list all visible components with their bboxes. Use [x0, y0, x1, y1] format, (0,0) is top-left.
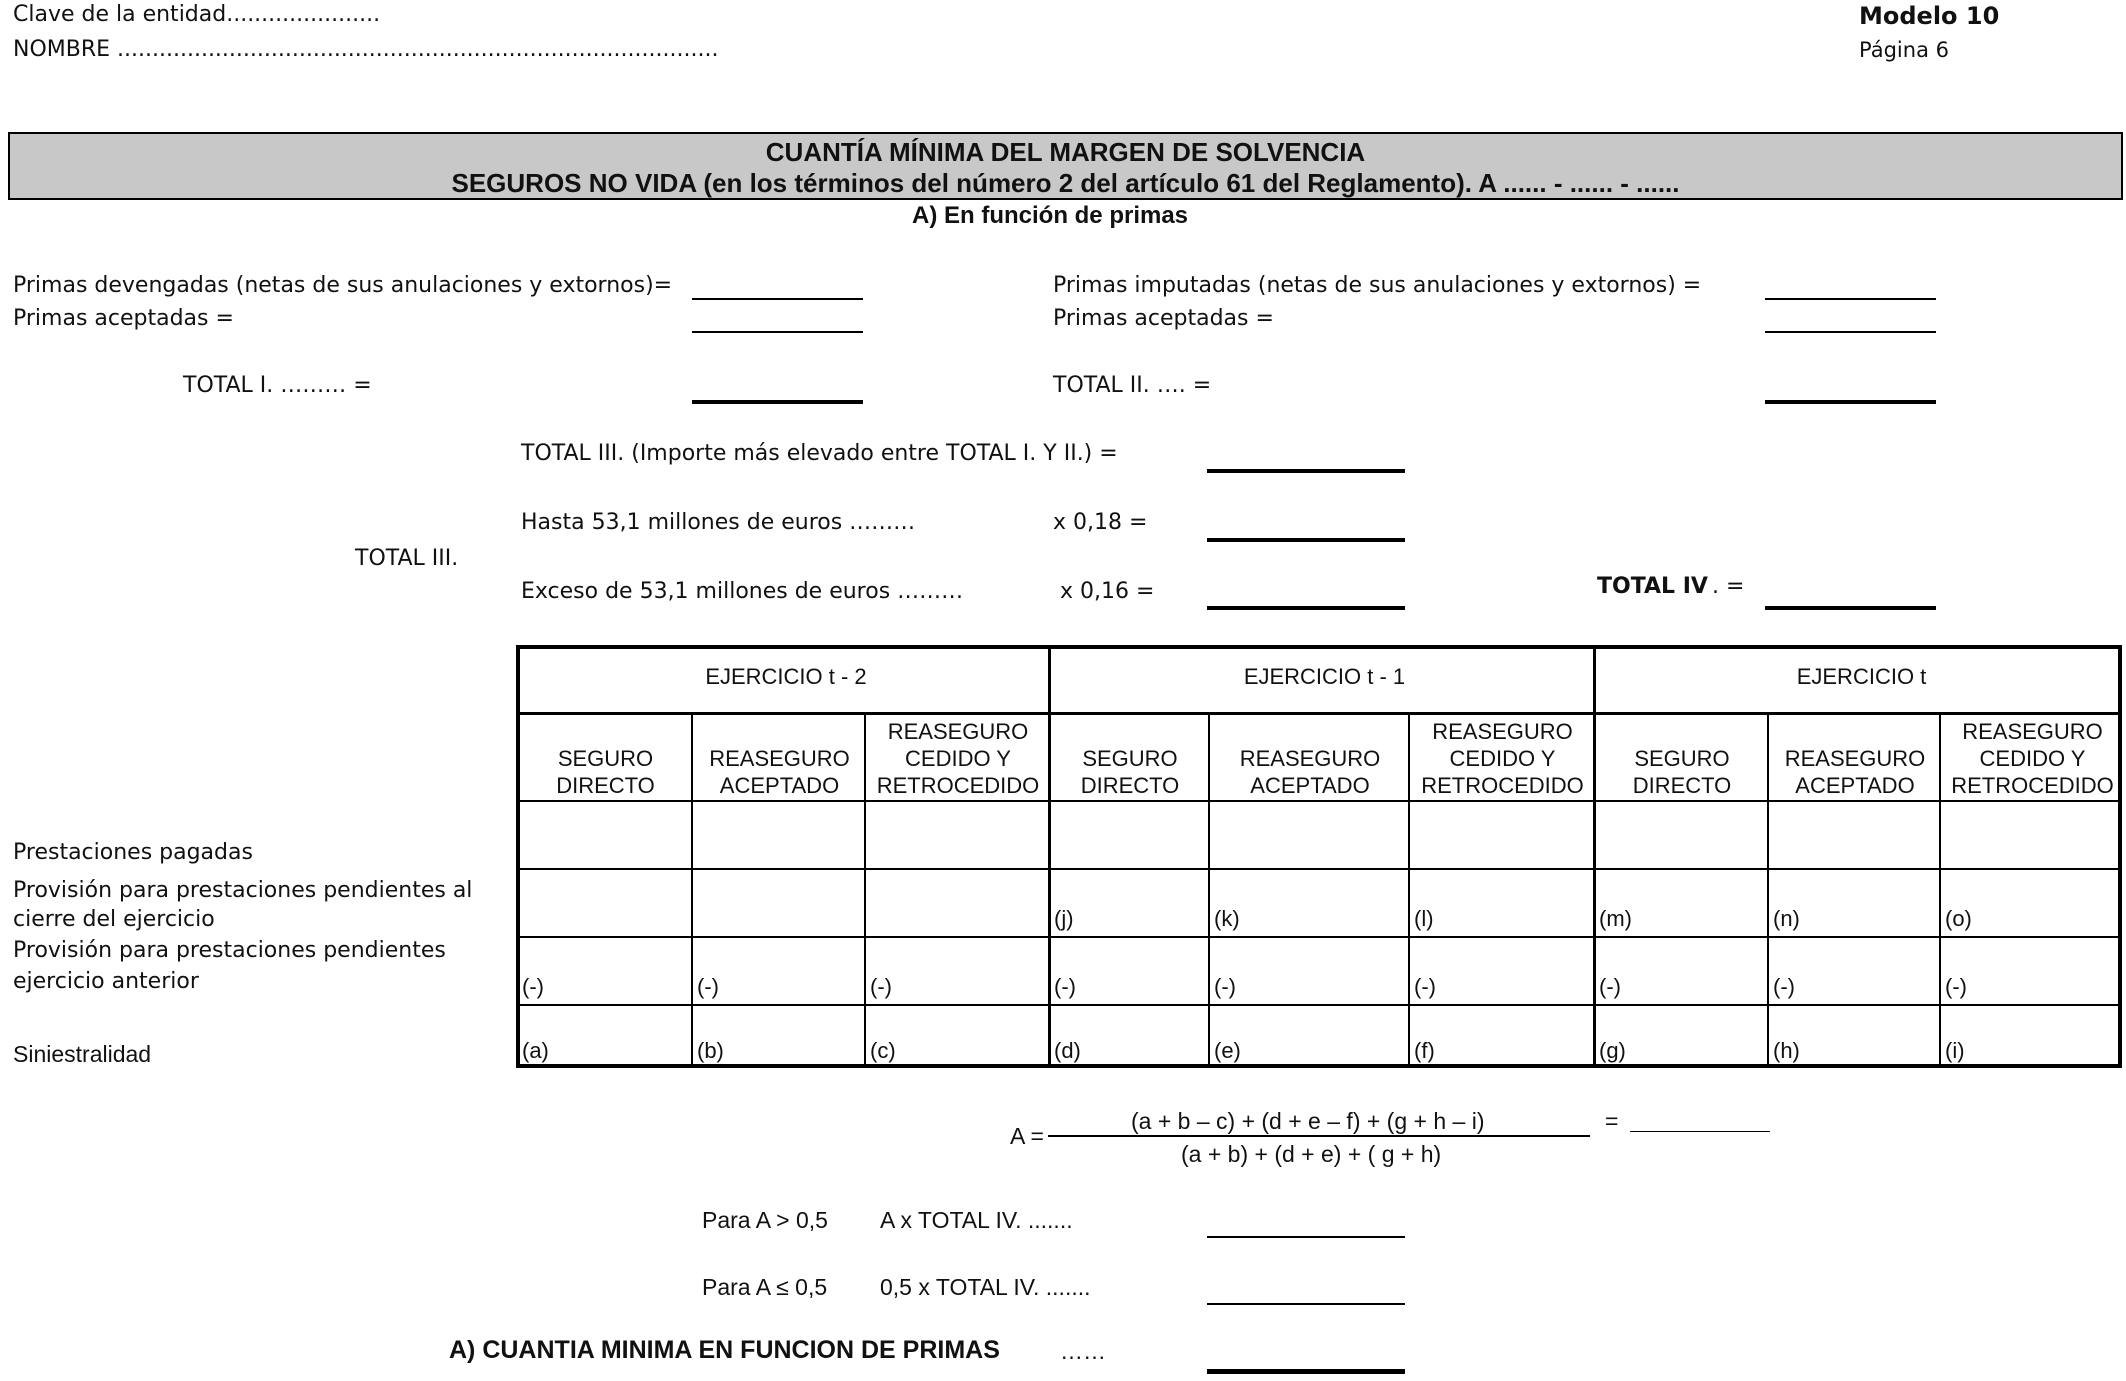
table-cell[interactable] — [1052, 804, 1206, 866]
table-cell[interactable] — [1412, 872, 1591, 934]
col-header: REASEGURO CEDIDO Y RETROCEDIDO — [876, 719, 1040, 798]
cell-mark: (i) — [1945, 1038, 1965, 1063]
table-cell[interactable] — [1943, 940, 2120, 1002]
case-le-field[interactable] — [1207, 1303, 1405, 1305]
col-header: REASEGURO ACEPTADO — [1239, 746, 1381, 798]
cell-mark: (-) — [1214, 974, 1236, 999]
col-header: SEGURO DIRECTO — [556, 746, 655, 798]
primas-imputadas-label: Primas imputadas (netas de sus anulaciones y extornos) = — [1053, 273, 1702, 298]
total-i-label: TOTAL I. ……… = — [183, 373, 372, 398]
total-ii-label: TOTAL II. …. = — [1053, 373, 1212, 398]
table-cell[interactable] — [520, 804, 689, 866]
primas-aceptadas-right-field[interactable] — [1765, 331, 1936, 333]
grid-hline — [520, 936, 2118, 938]
table-cell[interactable] — [868, 940, 1046, 1002]
banner-title: CUANTÍA MÍNIMA DEL MARGEN DE SOLVENCIA — [765, 137, 1366, 167]
final-field[interactable] — [1207, 1369, 1405, 1374]
table-cell[interactable] — [868, 804, 1046, 866]
case-le-calc: 0,5 x TOTAL IV. ....... — [880, 1274, 1091, 1300]
col-header: REASEGURO ACEPTADO — [1784, 746, 1926, 798]
fraction-bar — [1048, 1135, 1590, 1137]
primas-devengadas-field[interactable] — [692, 298, 863, 300]
cell-mark: (k) — [1214, 906, 1240, 931]
cell-mark: (-) — [1599, 974, 1621, 999]
cell-mark: (j) — [1054, 906, 1074, 931]
cell-mark: (-) — [1945, 974, 1967, 999]
cell-mark: (-) — [1773, 974, 1795, 999]
x016-label: x 0,16 = — [1060, 579, 1155, 604]
row-label-prov-cierre-1: Provisión para prestaciones pendientes al — [13, 878, 473, 903]
total-iii-line-label: TOTAL III. (Importe más elevado entre TOTAL I. Y II.) = — [521, 441, 1118, 466]
row-label-prov-ant-1: Provisión para prestaciones pendientes — [13, 938, 446, 963]
table-cell[interactable] — [520, 940, 689, 1002]
table-cell[interactable] — [1771, 804, 1937, 866]
cell-mark: (o) — [1945, 906, 1972, 931]
case-gt-condition: Para A > 0,5 — [702, 1207, 828, 1233]
cell-mark: (c) — [870, 1038, 896, 1063]
cell-mark: (-) — [697, 974, 719, 999]
table-cell[interactable] — [1212, 872, 1406, 934]
formula-a-eq: A = — [1010, 1123, 1044, 1149]
total-iv-field[interactable] — [1765, 606, 1936, 610]
x018-label: x 0,18 = — [1053, 510, 1148, 535]
year-header: EJERCICIO t — [1796, 664, 1927, 689]
table-cell[interactable] — [695, 872, 862, 934]
siniestralidad-table — [516, 645, 2122, 1068]
primas-aceptadas-left-field[interactable] — [692, 331, 863, 333]
primas-imputadas-field[interactable] — [1765, 298, 1936, 300]
year-header: EJERCICIO t - 2 — [705, 664, 867, 689]
total-iii-side-label: TOTAL III. — [355, 546, 459, 571]
case-gt-calc: A x TOTAL IV. ....... — [880, 1207, 1073, 1233]
cell-mark: (e) — [1214, 1038, 1241, 1063]
table-cell[interactable] — [1212, 804, 1406, 866]
cell-mark: (h) — [1773, 1038, 1800, 1063]
table-cell[interactable] — [1943, 804, 2120, 866]
primas-aceptadas-right-label: Primas aceptadas = — [1053, 306, 1274, 331]
col-header: REASEGURO CEDIDO Y RETROCEDIDO — [1951, 719, 2114, 798]
grid-vline-year — [1593, 649, 1596, 1064]
table-cell[interactable] — [1771, 940, 1937, 1002]
formula-eq: = — [1605, 1108, 1619, 1134]
row-label-siniestralidad: Siniestralidad — [13, 1041, 152, 1067]
cell-mark: (-) — [1054, 974, 1076, 999]
formula-denominator: (a + b) + (d + e) + ( g + h) — [1181, 1141, 1442, 1167]
final-dots: …… — [1060, 1338, 1106, 1364]
total-iii-field[interactable] — [1207, 469, 1405, 473]
exceso-field[interactable] — [1207, 606, 1405, 610]
cell-mark: (l) — [1414, 906, 1434, 931]
total-iv-eq: . = — [1712, 574, 1745, 599]
table-cell[interactable] — [1052, 872, 1206, 934]
col-header: SEGURO DIRECTO — [1080, 746, 1180, 798]
banner-subtitle: SEGUROS NO VIDA (en los términos del número 2 del artículo 61 del Reglamento). A ...... - ...... - ...... — [451, 168, 1680, 198]
primas-devengadas-label: Primas devengadas (netas de sus anulaciones y extornos)= — [13, 273, 673, 298]
cell-mark: (-) — [522, 974, 544, 999]
grid-vline-year — [1048, 649, 1051, 1064]
table-cell[interactable] — [520, 872, 689, 934]
formula-numerator: (a + b – c) + (d + e – f) + (g + h – i) — [1131, 1108, 1485, 1134]
cell-mark: (d) — [1054, 1038, 1081, 1063]
table-cell[interactable] — [1597, 940, 1765, 1002]
row-label-prov-ant-2: ejercicio anterior — [13, 969, 199, 994]
grid-hline — [520, 868, 2118, 870]
formula-result-field[interactable] — [1630, 1131, 1770, 1132]
col-header: REASEGURO CEDIDO Y RETROCEDIDO — [1421, 719, 1584, 798]
final-label: A) CUANTIA MINIMA EN FUNCION DE PRIMAS — [449, 1336, 1000, 1364]
table-cell[interactable] — [1597, 804, 1765, 866]
cell-mark: (b) — [697, 1038, 724, 1063]
row-label-pagadas: Prestaciones pagadas — [13, 840, 253, 865]
table-cell[interactable] — [695, 940, 862, 1002]
total-ii-field[interactable] — [1765, 400, 1936, 404]
col-header: REASEGURO ACEPTADO — [709, 746, 850, 798]
table-cell[interactable] — [1212, 1008, 1406, 1066]
modelo-label: Modelo 10 — [1859, 2, 2000, 30]
exceso-label: Exceso de 53,1 millones de euros ……… — [521, 579, 964, 604]
hasta-label: Hasta 53,1 millones de euros ……… — [521, 510, 916, 535]
total-i-field[interactable] — [692, 400, 863, 404]
table-cell[interactable] — [1943, 1008, 2120, 1066]
pagina-label: Página 6 — [1859, 38, 1949, 62]
table-cell[interactable] — [695, 804, 862, 866]
grid-hline — [520, 712, 2118, 715]
cell-mark: (a) — [522, 1038, 549, 1063]
clave-entidad-label: Clave de la entidad...................... — [13, 2, 381, 27]
table-cell[interactable] — [868, 872, 1046, 934]
total-iv-label: TOTAL IV — [1597, 574, 1708, 599]
nombre-label: NOMBRE ...................................................................................... — [13, 37, 719, 62]
cell-mark: (g) — [1599, 1038, 1626, 1063]
table-cell[interactable] — [1412, 804, 1591, 866]
row-label-prov-cierre-2: cierre del ejercicio — [13, 907, 215, 932]
year-header: EJERCICIO t - 1 — [1243, 664, 1406, 689]
table-cell[interactable] — [1212, 940, 1406, 1002]
primas-aceptadas-left-label: Primas aceptadas = — [13, 306, 234, 331]
title-banner — [8, 132, 2123, 200]
cell-mark: (m) — [1599, 906, 1632, 931]
hasta-field[interactable] — [1207, 538, 1405, 542]
table-cell[interactable] — [1412, 1008, 1591, 1066]
case-le-condition: Para A ≤ 0,5 — [702, 1274, 828, 1300]
grid-hline — [520, 1004, 2118, 1006]
table-cell[interactable] — [1412, 940, 1591, 1002]
cell-mark: (-) — [1414, 974, 1436, 999]
section-title: A) En función de primas — [912, 202, 1189, 229]
case-gt-field[interactable] — [1207, 1236, 1405, 1238]
cell-mark: (-) — [870, 974, 892, 999]
col-header: SEGURO DIRECTO — [1632, 746, 1732, 798]
cell-mark: (f) — [1414, 1038, 1435, 1063]
cell-mark: (n) — [1773, 906, 1800, 931]
grid-hline — [520, 800, 2118, 802]
